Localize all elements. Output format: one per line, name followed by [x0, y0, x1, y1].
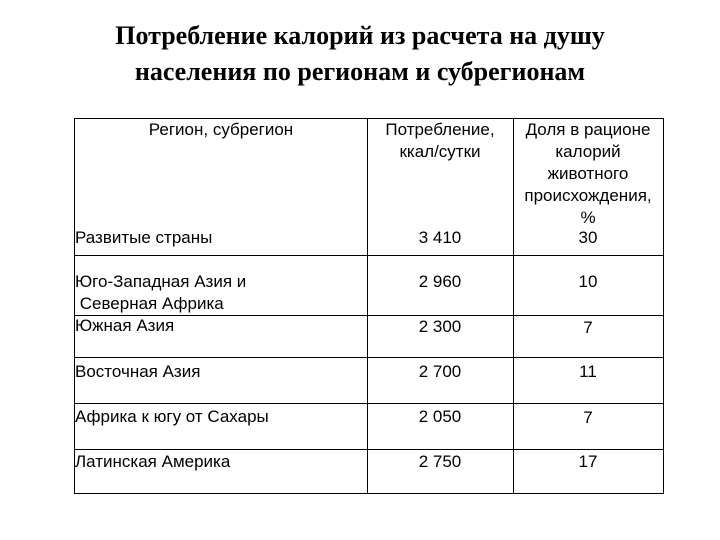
table-row-region-line: Северная Африка — [75, 294, 224, 313]
table-row-share: 11 — [579, 362, 597, 381]
header-share — [513, 119, 663, 229]
row-divider — [75, 357, 663, 358]
page-title — [0, 18, 720, 90]
table-row-region: Развитые страны — [75, 228, 213, 247]
header-consumption-line: ккал/сутки — [399, 142, 481, 161]
header-share-line: происхождения, — [524, 186, 652, 205]
table-row-region-line: Юго-Западная Азия и — [75, 272, 247, 291]
table-row-consumption: 2 700 — [418, 362, 462, 381]
header-share-line: калорий — [555, 142, 621, 161]
column-divider — [367, 119, 368, 493]
row-divider — [75, 403, 663, 404]
header-share-line: Доля в рационе — [525, 120, 651, 139]
table-row-consumption: 2 960 — [418, 272, 462, 291]
table-row-share: 7 — [583, 318, 593, 337]
table-row-region: Восточная Азия — [75, 362, 201, 381]
calorie-table — [74, 118, 664, 494]
table-row-share: 17 — [578, 452, 598, 471]
table-row-region: Африка к югу от Сахары — [75, 407, 269, 426]
title-line-2: населения по регионам и субрегионам — [134, 57, 586, 86]
header-share-line: животного — [547, 164, 629, 183]
table-row-share: 10 — [578, 272, 598, 291]
table-row-share: 7 — [583, 408, 593, 427]
header-share-line: % — [580, 208, 596, 227]
table-row-region — [75, 271, 246, 315]
table-row-share: 30 — [578, 228, 598, 247]
table-row-region: Южная Азия — [75, 316, 175, 335]
table-row-consumption: 2 300 — [418, 317, 462, 336]
header-consumption — [367, 119, 513, 163]
title-line-1: Потребление калорий из расчета на душу — [115, 21, 605, 50]
table-row-consumption: 2 750 — [418, 452, 462, 471]
table-row-consumption: 2 050 — [418, 407, 462, 426]
header-consumption-line: Потребление, — [385, 120, 495, 139]
row-divider — [75, 449, 663, 450]
table-row-region: Латинская Америка — [75, 452, 231, 471]
header-region: Регион, субрегион — [148, 120, 294, 139]
table-row-consumption: 3 410 — [418, 228, 462, 247]
row-divider — [75, 255, 663, 256]
